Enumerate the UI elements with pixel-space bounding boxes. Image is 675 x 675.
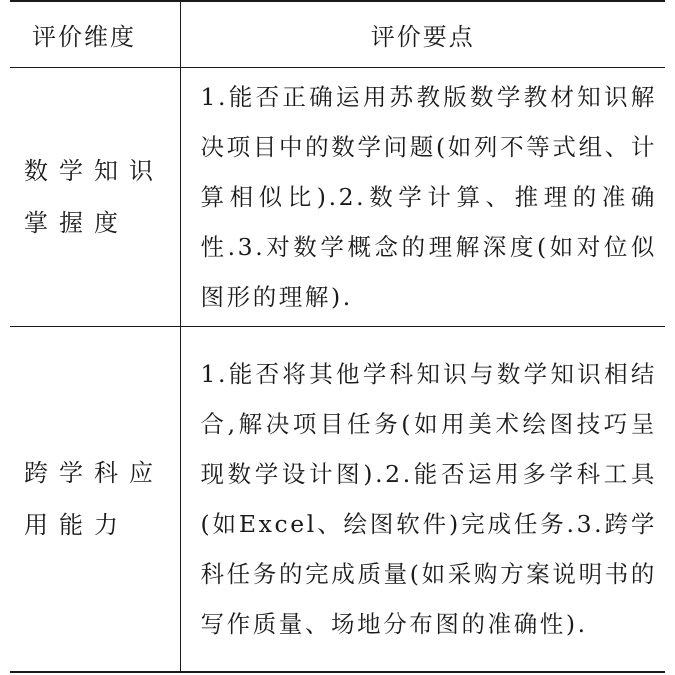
header-points: 评价要点 — [180, 1, 665, 68]
table-row — [10, 327, 665, 673]
header-dimension: 评价维度 — [10, 1, 180, 68]
row-points-cell: 1.能否正确运用苏教版数学教材知识解决项目中的数学问题(如列不等式组、计算相似比).2.数学计算、推理的准确性.3.对数学概念的理解深度(如对位似图形的理解). — [180, 68, 665, 327]
row-points-cell: 1.能否将其他学科知识与数学知识相结合,解决项目任务(如用美术绘图技巧呈现数学设计图).2.能否运用多学科工具(如Excel、绘图软件)完成任务.3.跨学科任务的完成质量(如采购方案说明书的写作质量、场地分布图的准确性). — [180, 327, 665, 673]
table-header-row — [10, 1, 665, 68]
table-row — [10, 68, 665, 327]
evaluation-table — [10, 0, 665, 673]
row-dimension-cell: 数学知识掌握度 — [10, 68, 180, 327]
row-dimension-cell: 跨学科应用能力 — [10, 327, 180, 673]
evaluation-table-container — [10, 0, 675, 675]
